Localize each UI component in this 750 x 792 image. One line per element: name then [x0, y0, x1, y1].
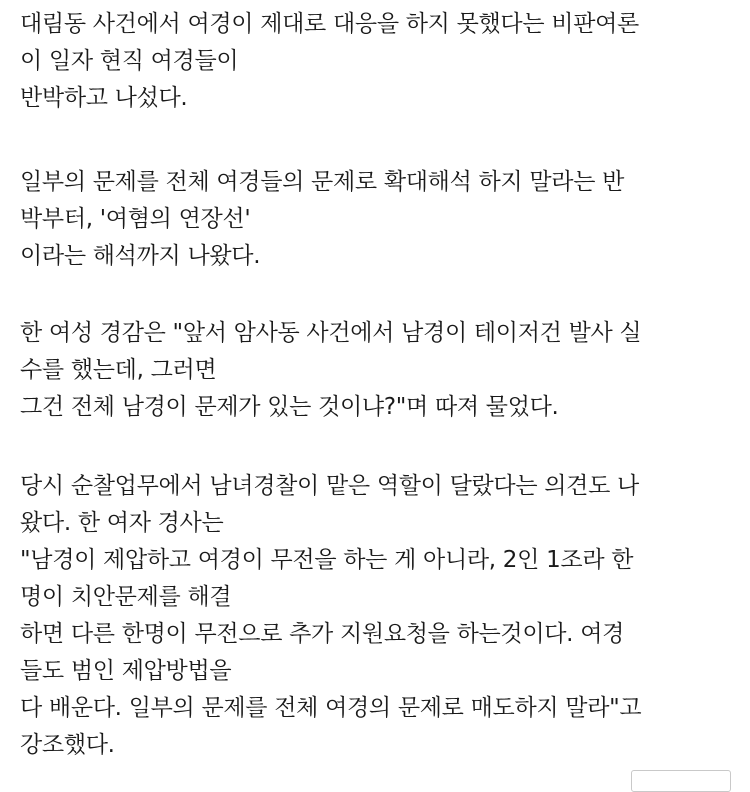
text-line: 박부터, '여혐의 연장선': [20, 206, 251, 232]
text-line: 수를 했는데, 그러면: [20, 357, 217, 383]
paragraph-3: [20, 315, 641, 426]
text-line: 하면 다른 한명이 무전으로 추가 지원요청을 하는것이다. 여경: [20, 621, 625, 647]
text-line: 이 일자 현직 여경들이: [20, 48, 239, 74]
text-line: 한 여성 경감은 "앞서 암사동 사건에서 남경이 테이저건 발사 실: [20, 320, 642, 346]
paragraph-1: [20, 6, 639, 117]
text-line: 일부의 문제를 전체 여경들의 문제로 확대해석 하지 말라는 반: [20, 169, 625, 195]
paragraph-4: [20, 468, 641, 764]
text-line: 당시 순찰업무에서 남녀경찰이 맡은 역할이 달랐다는 의견도 나: [20, 473, 639, 499]
text-line: 그건 전체 남경이 문제가 있는 것이냐?"며 따져 물었다.: [20, 394, 559, 420]
bottom-corner-button[interactable]: [631, 770, 731, 792]
text-line: "남경이 제압하고 여경이 무전을 하는 게 아니라, 2인 1조라 한: [20, 547, 634, 573]
paragraph-2: [20, 164, 624, 275]
text-line: 들도 범인 제압방법을: [20, 658, 232, 684]
text-line: 강조했다.: [20, 732, 115, 758]
text-line: 반박하고 나섰다.: [20, 85, 188, 111]
text-line: 다 배운다. 일부의 문제를 전체 여경의 문제로 매도하지 말라"고: [20, 695, 642, 721]
text-line: 명이 치안문제를 해결: [20, 584, 232, 610]
text-line: 왔다. 한 여자 경사는: [20, 510, 224, 536]
text-line: 대림동 사건에서 여경이 제대로 대응을 하지 못했다는 비판여론: [20, 11, 639, 37]
text-line: 이라는 해석까지 나왔다.: [20, 243, 261, 269]
